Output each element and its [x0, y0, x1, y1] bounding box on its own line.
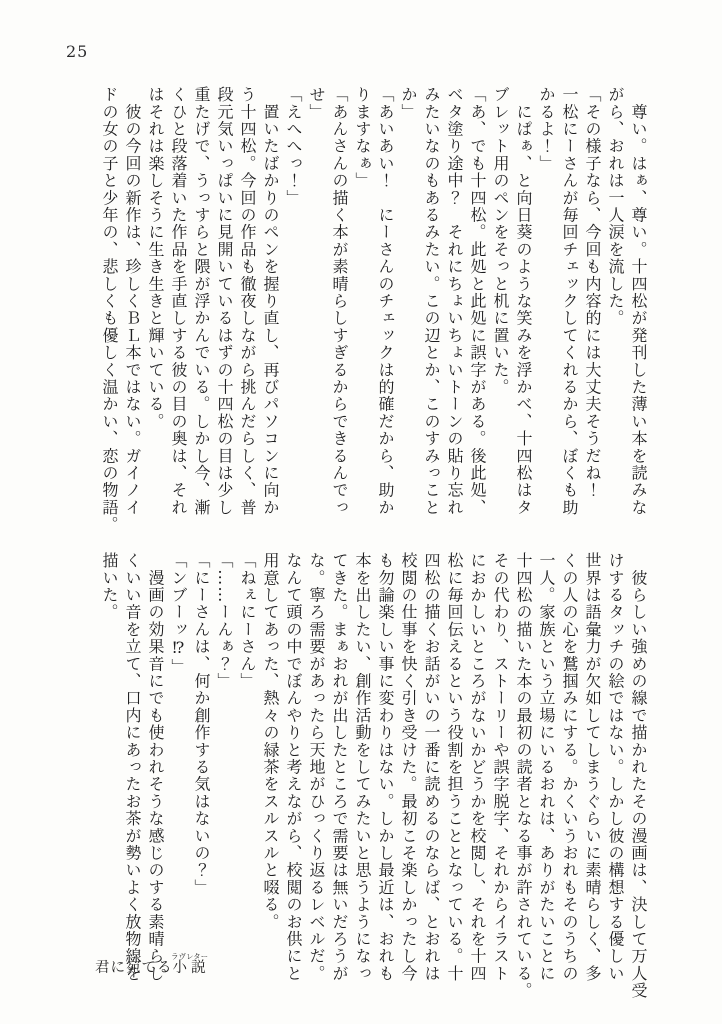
text-line: みたいなのもあるみたい。この辺とか、このすみっこと — [422, 86, 441, 516]
text-line: ブレット用のペンをそっと机に置いた。 — [491, 86, 510, 396]
text-line: その代わり、ストーリーや誤字脱字、それからイラスト — [491, 552, 510, 982]
text-line: くひと段落着いた作品を手直しする彼の目の奥は、それ — [169, 86, 188, 516]
text-line: ベタ塗り途中？ それにちょいちょいトーンの貼り忘れ — [445, 86, 464, 516]
running-title-base: 小説 — [170, 960, 209, 976]
text-line: 「ンブーッ⁉」 — [169, 552, 188, 676]
running-title-furigana: ラヴレター — [170, 952, 209, 961]
text-line: 置いたばかりのペンを握り直し、再びパソコンに向か — [261, 86, 280, 516]
text-line: も勿論楽しい事に変わりはない。しかし最近は、おれも — [376, 552, 395, 982]
text-line: 「にーさんは、何か創作する気はないの？」 — [192, 552, 211, 896]
text-line: りますなぁ」 — [353, 86, 372, 190]
text-line: くいい音を立て、口内にあったお茶が勢いよく放物線を — [123, 552, 142, 982]
text-line: せ」 — [307, 86, 326, 121]
text-line: 「あんさんの描く本が素晴らしすぎるからできるんでっ — [330, 86, 349, 516]
text-line: なんて頭の中でぼんやりと考えながら、校閲のお供にと — [284, 552, 303, 982]
running-title-ruby-group — [170, 952, 209, 976]
running-title-prefix: 君に宛てる — [95, 960, 173, 976]
text-line: 段元気いっぱいに見開いているはずの十四松の目は少し — [215, 86, 234, 516]
text-line: 重たげで、うっすらと隈が浮かんでいる。しかし今、漸 — [192, 86, 211, 516]
page-number: 25 — [66, 42, 89, 61]
text-line: けするタッチの絵ではない。しかし彼の構想する優しい — [606, 552, 625, 982]
text-line: 一人。家族という立場にいるおれは、ありがたいことに — [537, 552, 556, 982]
text-line: 「あいあい！ にーさんのチェックは的確だから、助か — [376, 86, 395, 516]
text-line: てきた。まぁおれが出したところで需要は無いだろうが — [330, 552, 349, 982]
text-line: 用意してあった、熱々の緑茶をスルスルと啜る。 — [261, 552, 280, 931]
text-block-bottom — [98, 552, 650, 999]
text-line: 四松の描くお話がいの一番に読めるのならば、とおれは — [422, 552, 441, 982]
text-line: かるよ！」 — [537, 86, 556, 172]
text-line: がら、おれは一人涙を流した。 — [606, 86, 625, 327]
text-line: 本を出したい、創作活動をしてみたいと思うようになっ — [353, 552, 372, 982]
text-line: う十四松。今回の作品も徹夜しながら挑んだらしく、普 — [238, 86, 257, 516]
text-line: 「えへへっ！」 — [284, 86, 303, 207]
text-line: 彼の今回の新作は、珍しくＢＬ本ではない。ガイノイ — [123, 86, 142, 516]
text-line: か」 — [399, 86, 418, 121]
text-line: 「その様子なら、今回も内容的には大丈夫そうだね！ — [583, 86, 602, 499]
text-line: くの人の心を鷲掴みにする。かくいうおれもそのうちの — [560, 552, 579, 982]
text-line: 校閲の仕事を快く引き受けた。最初こそ楽しかったし今 — [399, 552, 418, 982]
text-line: 一松にーさんが毎回チェックしてくれるから、ぼくも助 — [560, 86, 579, 516]
text-line: 十四松の描いた本の最初の読者となる事が許されている。 — [514, 552, 533, 1000]
text-line: におかしいところがないかどうかを校閲し、それを十四 — [468, 552, 487, 982]
text-line: 描いた。 — [100, 552, 119, 621]
text-line: 松に毎回伝えるという役割を担うこととなっている。十 — [445, 552, 464, 982]
text-block-top — [98, 86, 650, 533]
text-line: な。寧ろ需要があったら天地がひっくり返るレベルだ。 — [307, 552, 326, 982]
text-line: 尊い。はぁ、尊い。十四松が発刊した薄い本を読みな — [629, 86, 648, 516]
text-line: 「あ、でも十四松。此処と此処に誤字がある。後此処、 — [468, 86, 487, 516]
text-line: 世界は語彙力が欠如してしまうぐらいに素晴らしく、多 — [583, 552, 602, 982]
text-line: 「……ーんぁ？」 — [215, 552, 234, 690]
text-line: にぱぁ、と向日葵のような笑みを浮かべ、十四松はタ — [514, 86, 533, 516]
text-line: はそれは楽しそうに生き生きと輝いている。 — [146, 86, 165, 430]
text-line: 漫画の効果音にでも使われそうな感じのする素晴らし — [146, 552, 165, 982]
running-title — [95, 952, 208, 977]
text-line: 彼らしい強めの線で描かれたその漫画は、決して万人受 — [629, 552, 648, 1000]
text-line: ドの女の子と少年の、悲しくも優しく温かい、恋の物語。 — [100, 86, 119, 534]
text-line: 「ねぇにーさん」 — [238, 552, 257, 690]
